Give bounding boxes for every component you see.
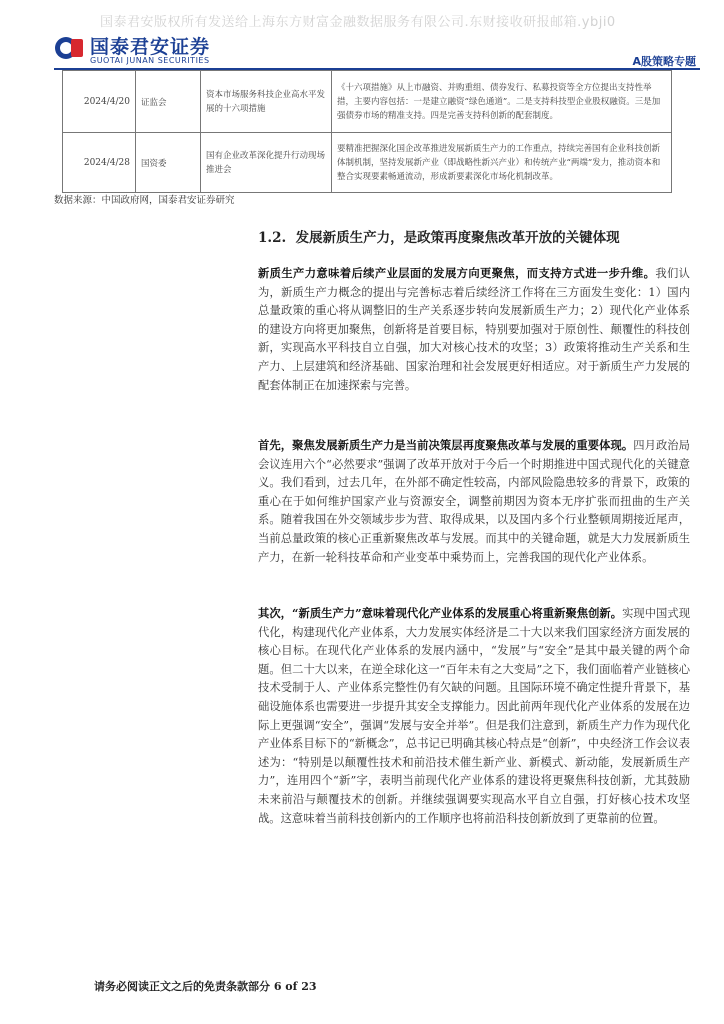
section-title: 发展新质生产力，是政策再度聚焦改革开放的关键体现	[295, 230, 620, 246]
paragraph	[258, 604, 690, 828]
section-number: 1.2.	[258, 230, 287, 246]
policy-table	[62, 70, 672, 193]
paragraph-lead: 新质生产力意味着后续产业层面的发展方向更聚焦，而支持方式进一步升维。	[258, 266, 656, 280]
row-department: 证监会	[136, 71, 201, 133]
logo-name-cn: 国泰君安证券	[90, 36, 211, 58]
table-row	[63, 133, 672, 193]
row-date: 2024/4/20	[63, 71, 136, 133]
watermark-text: 国泰君安版权所有发送给上海东方财富金融数据服务有限公司.东财接收研报邮箱.ybji0	[100, 15, 616, 30]
row-date: 2024/4/28	[63, 133, 136, 193]
row-department: 国资委	[136, 133, 201, 193]
paragraph	[258, 264, 690, 395]
page-footer: 请务必阅读正文之后的免责条款部分 6 of 23	[94, 980, 317, 993]
paragraph-text: 四月政治局会议连用六个“必然要求”强调了改革开放对于今后一个时期推进中国式现代化的关键意义。我们看到，过去几年，在外部不确定性较高，内部风险隐患较多的背景下，政策的重心在于如何维护国家产业与资源安全，调整前期因为资本无序扩张而扭曲的生产关系。随着我国在外交领域步步为营、取得成果，以及国内多个行业整顿周期接近尾声，当前总量政策的核心正重新聚焦改革与发展。而其中的关键命题，就是大力发展新质生产力，在新一轮科技革命和产业变革中乘势而上，完善我国的现代化产业体系。	[258, 439, 690, 564]
source-note: 数据来源：中国政府网，国泰君安证券研究	[54, 195, 235, 206]
guotai-junan-logo-icon	[54, 36, 84, 60]
paragraph	[258, 436, 690, 567]
row-content: 《十六项措施》从上市融资、并购重组、债券发行、私募投资等全方位提出支持性举措，主要内容包括：一是建立融资“绿色通道”。二是支持科技型企业股权融资。三是加强债券市场的精准支持。四是完善支持科创新的配套制度。	[332, 71, 672, 133]
paragraph-lead: 首先，聚焦发展新质生产力是当前决策层再度聚焦改革与发展的重要体现。	[258, 438, 634, 452]
row-topic: 国有企业改革深化提升行动现场推进会	[201, 133, 332, 193]
paragraph-text: 我们认为，新质生产力概念的提出与完善标志着后续经济工作将在三方面发生变化：1）国内总量政策的重心将从调整旧的生产关系逐步转向发展新质生产力；2）现代化产业体系的建设方向将更加聚焦，创新将是首要目标，特别要加强对于原创性、颠覆性的科技创新，实现高水平科技自立自强，加大对核心技术的攻坚；3）政策将推动生产关系和生产力、上层建筑和经济基础、国家治理和社会发展更好相适应。对于新质生产力发展的配套体制正在加速探索与完善。	[258, 267, 690, 392]
row-content: 要精准把握深化国企改革推进发展新质生产力的工作重点，持续完善国有企业科技创新体制机制，坚持发展新产业（即战略性新兴产业）和传统产业“两端”发力，推动资本和整合实现要素畅通流动，形成新要素深化市场化机制改革。	[332, 133, 672, 193]
row-topic: 资本市场服务科技企业高水平发展的十六项措施	[201, 71, 332, 133]
report-type-label: A股策略专题	[632, 55, 696, 68]
table-row	[63, 71, 672, 133]
logo-name-en: GUOTAI JUNAN SECURITIES	[90, 56, 210, 65]
section-heading	[258, 226, 620, 246]
paragraph-lead: 其次，“新质生产力”意味着现代化产业体系的发展重心将重新聚焦创新。	[258, 606, 623, 620]
paragraph-text: 实现中国式现代化，构建现代化产业体系，大力发展实体经济是二十大以来我们国家经济方面发展的核心目标。在现代化产业体系的发展内涵中，“发展”与“安全”是其中最关键的两个命题。但二十大以来，在逆全球化这一“百年未有之大变局”之下，我们面临着产业链核心技术受制于人、产业体系完整性仍有欠缺的问题。且国际环境不确定性提升背景下，基础设施体系也需要进一步提升其安全支撑能力。因此前两年现代化产业体系的发展在边际上更强调“安全”，强调“发展与安全并举”。但是我们注意到，新质生产力作为现代化产业体系目标下的“新概念”，总书记已明确其核心特点是“创新”，中央经济工作会议表述为：“特别是以颠覆性技术和前沿技术催生新产业、新模式、新动能，发展新质生产力”，连用四个“新”字，表明当前现代化产业体系的建设将更聚焦科技创新，尤其鼓励未来前沿与颠覆技术的创新。并继续强调要实现高水平自立自强，打好核心技术攻坚战。这意味着当前科技创新内的工作顺序也将前沿科技创新放到了更靠前的位置。	[258, 607, 690, 825]
